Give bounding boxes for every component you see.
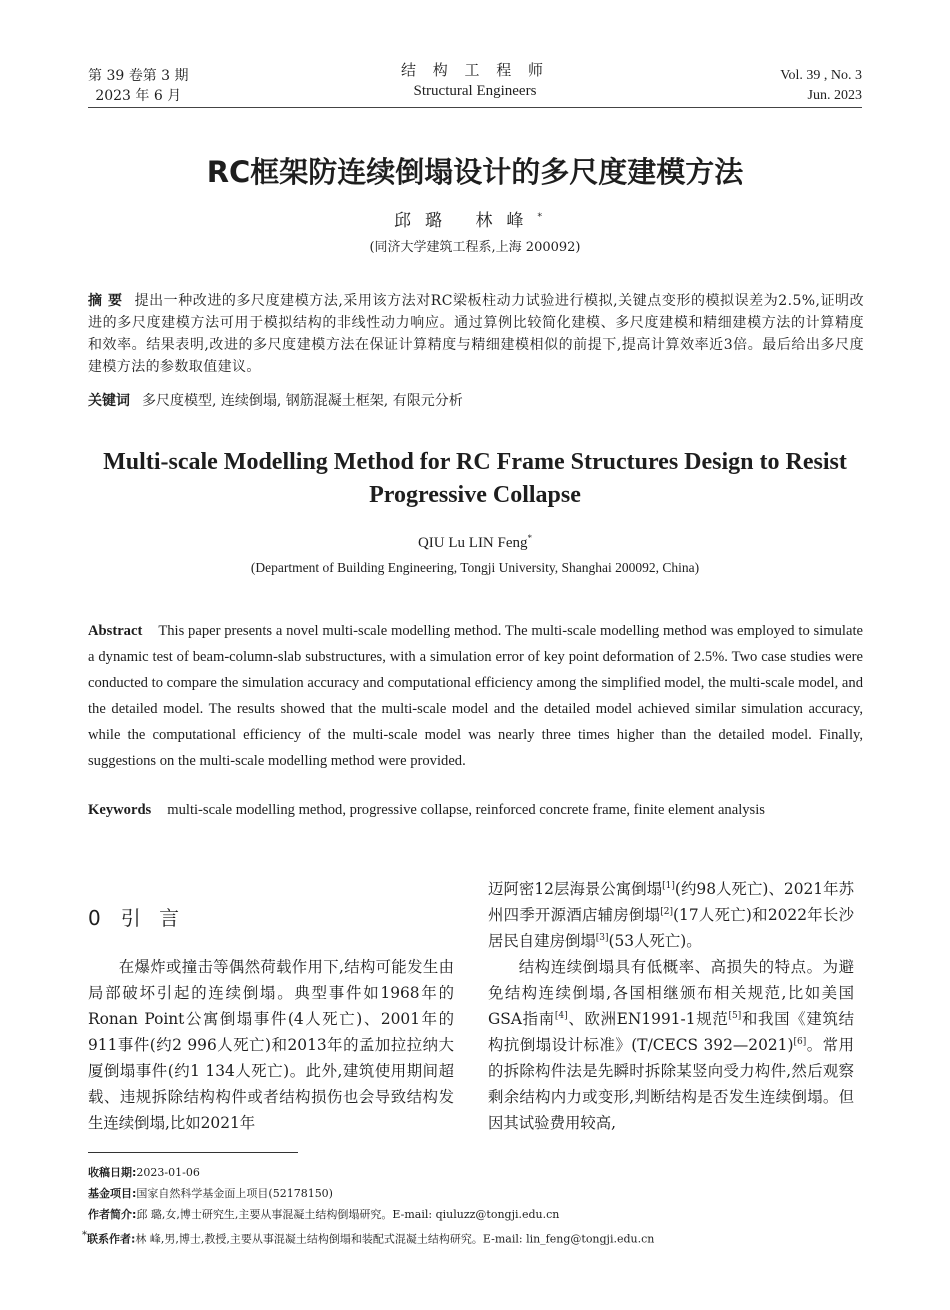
paragraph <box>488 954 854 1136</box>
text-run: (17人死亡)和2022年长沙居民自建房倒塌 <box>488 906 854 950</box>
section-title: 引 言 <box>120 906 186 930</box>
issue-volume-en: Vol. 39 , No. 3 <box>780 68 862 83</box>
text-run: 和我国《建筑结构抗倒塌设计标准》(T/CECS 392—2021) <box>488 1010 854 1054</box>
footnote-label: 作者简介: <box>88 1208 137 1221</box>
footnotes <box>82 1162 868 1250</box>
keywords-cn-text: 多尺度模型, 连续倒塌, 钢筋混凝土框架, 有限元分析 <box>142 393 463 409</box>
keywords-en-text: multi-scale modelling method, progressive collapse, reinforced concrete frame, finite element analysis <box>167 802 765 818</box>
footnote-rule <box>88 1152 298 1153</box>
section-number: 0 <box>88 906 107 930</box>
keywords-cn <box>88 390 864 412</box>
abstract-en <box>88 618 863 774</box>
footnote-label: 联系作者: <box>87 1232 136 1246</box>
authors-en <box>0 535 950 552</box>
abstract-en-label: Abstract <box>88 623 143 639</box>
paragraph: 在爆炸或撞击等偶然荷载作用下,结构可能发生由局部破坏引起的连续倒塌。典型事件如1968年的Ronan Point公寓倒塌事件(4人死亡)、2001年的911事件(约2 996人死亡)和2013年的孟加拉拉纳大厦倒塌事件(约1 134人死亡)。此外,建筑使用期间超载、违规拆除结构构件或者结构损伤也会导致结构发生连续倒塌,比如2021年 <box>88 958 454 1132</box>
footnote-label: 基金项目: <box>88 1187 137 1200</box>
footnote-text: 邱 璐,女,博士研究生,主要从事混凝土结构倒塌研究。E-mail: qiuluzz@tongji.edu.cn <box>136 1208 560 1221</box>
text-run: (约98人死亡)、2021年苏州四季开源酒店辅房倒塌 <box>488 880 854 924</box>
journal-name-cn: 结 构 工 程 师 <box>400 61 550 79</box>
footnote-corresponding <box>82 1225 868 1250</box>
keywords-cn-label: 关键词 <box>88 393 130 409</box>
abstract-en-text: This paper presents a novel multi-scale modelling method. The multi-scale modelling method was employed to simulate a dynamic test of beam-column-slab substructures, with a simulation error of key point deformation of 2.5%. Two case studies were conducted to compare the simulation accuracy and computational efficiency among the simplified model, the multi-scale model, and the detailed model. The results showed that the multi-scale model and the detailed model achieved similar simulation accuracy, while the computational efficiency of the multi-scale model was nearly three times higher than the detailed model. Finally, suggestions on the multi-scale modelling method were provided. <box>88 623 863 769</box>
abstract-cn-text: 提出一种改进的多尺度建模方法,采用该方法对RC梁板柱动力试验进行模拟,关键点变形的模拟误差为2.5%,证明改进的多尺度建模方法可用于模拟结构的非线性动力响应。通过算例比较简化建模、多尺度建模和精细建模方法的计算精度和效率。结果表明,改进的多尺度建模方法在保证计算精度与精细建模相似的前提下,提高计算效率近3倍。最后给出多尺度建模方法的参数取值建议。 <box>88 293 864 375</box>
authors-cn <box>0 206 950 231</box>
paper-title-en: Multi-scale Modelling Method for RC Frame Structures Design to Resist Progressive Collapse <box>103 449 847 508</box>
issue-date-en: Jun. 2023 <box>807 88 862 103</box>
corresponding-mark: * <box>82 1230 87 1241</box>
footnote-author <box>88 1204 868 1225</box>
text-run: 结构连续倒塌具有低概率、高损失的特点。为避免结构连续倒塌,各国相继颁布相关规范,比如美国GSA指南 <box>488 958 854 1028</box>
citation-link[interactable]: [1] <box>662 880 675 891</box>
citation-link[interactable]: [4] <box>554 1010 568 1021</box>
affiliation-en: (Department of Building Engineering, Tongji University, Shanghai 200092, China) <box>250 560 700 575</box>
text-run: 、欧洲EN1991-1规范 <box>567 1010 729 1028</box>
body-column-right <box>488 876 854 1136</box>
issue-volume: 第 39 卷第 3 期 <box>88 68 189 84</box>
keywords-en-label: Keywords <box>88 802 152 818</box>
text-run: (53人死亡)。 <box>608 932 702 950</box>
journal-issue-en <box>780 66 862 106</box>
section-heading <box>88 902 185 931</box>
footnote-label: 收稿日期: <box>88 1166 137 1179</box>
text-run: 。常用的拆除构件法是先瞬时拆除某竖向受力构件,然后观察剩余结构内力或变形,判断结构是否发生连续倒塌。但因其试验费用较高, <box>488 1036 854 1132</box>
issue-date: 2023 年 6 月 <box>95 88 182 104</box>
citation-link[interactable]: [6] <box>793 1036 807 1047</box>
footnote-text: 国家自然科学基金面上项目(52178150) <box>136 1187 333 1200</box>
text-run: 迈阿密12层海景公寓倒塌 <box>488 880 663 898</box>
paper-title-cn: RC框架防连续倒塌设计的多尺度建模方法 <box>206 155 744 189</box>
journal-name-en: Structural Engineers <box>413 83 537 99</box>
abstract-cn <box>88 290 864 378</box>
citation-link[interactable]: [5] <box>728 1010 742 1021</box>
corresponding-mark: * <box>537 212 556 223</box>
header-rule <box>88 107 862 108</box>
paragraph <box>488 876 854 954</box>
footnote-text: 2023-01-06 <box>136 1166 200 1179</box>
footnote-text: 林 峰,男,博士,教授,主要从事混凝土结构倒塌和装配式混凝土结构研究。E-mail: lin_feng@tongji.edu.cn <box>135 1232 655 1246</box>
corresponding-mark-en: * <box>527 533 533 543</box>
author-names-cn: 邱璐 林峰 <box>394 211 538 231</box>
body-column-left <box>88 954 454 1136</box>
abstract-cn-label: 摘 要 <box>88 293 123 309</box>
citation-link[interactable]: [3] <box>595 932 609 943</box>
affiliation-cn: (同济大学建筑工程系,上海 200092) <box>369 240 581 255</box>
citation-link[interactable]: [2] <box>660 906 674 917</box>
footnote-received <box>88 1162 868 1183</box>
keywords-en <box>88 797 863 823</box>
footnote-fund <box>88 1183 868 1204</box>
author-names-en: QIU Lu LIN Feng <box>417 535 528 551</box>
